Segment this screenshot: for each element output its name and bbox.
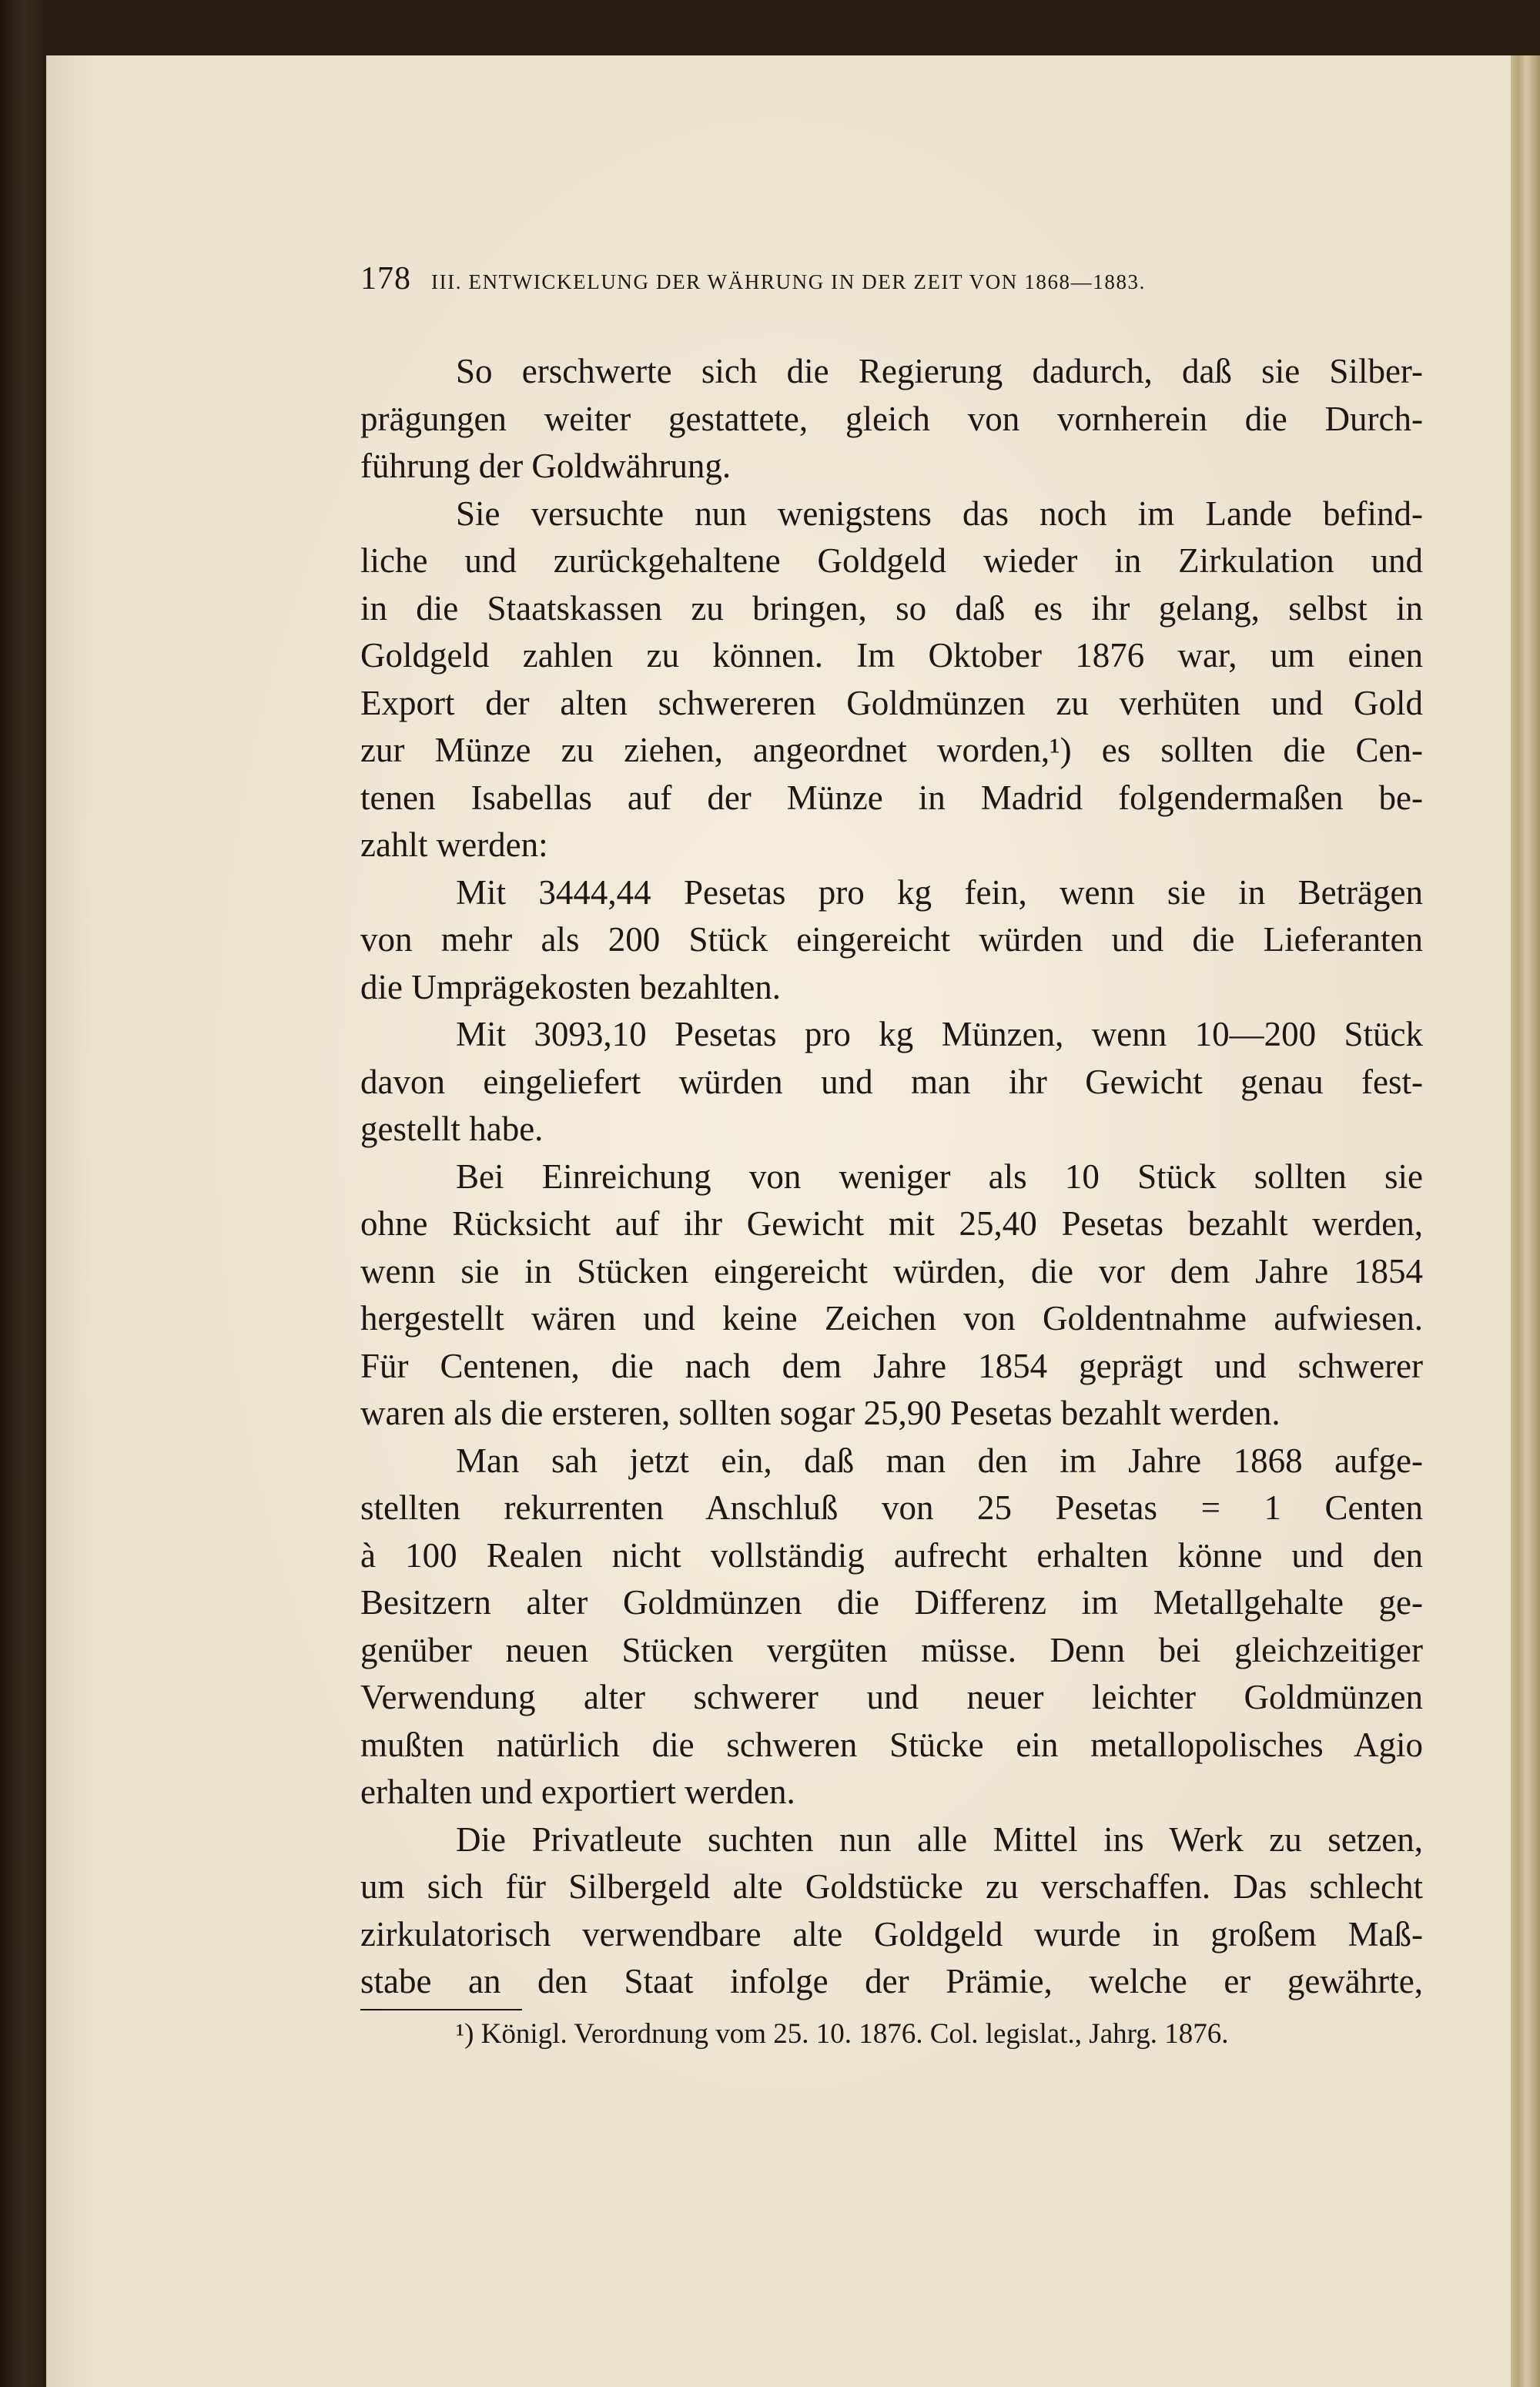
body-line: Mit 3093,10 Pesetas pro kg Münzen, wenn 10—200 Stück — [456, 1015, 1423, 1053]
body-line: waren als die ersteren, sollten sogar 25,90 Pesetas bezahlt werden. — [360, 1394, 1281, 1432]
body-line: zirkulatorisch verwendbare alte Goldgeld wurde in großem Maß- — [360, 1914, 1423, 1953]
body-line: So erschwerte sich die Regierung dadurch, daß sie Silber- — [456, 352, 1423, 390]
body-line: in die Staatskassen zu bringen, so daß es ihr gelang, selbst in — [360, 588, 1423, 628]
body-line: Die Privatleute suchten nun alle Mittel ins Werk zu setzen, — [456, 1820, 1423, 1859]
body-text — [360, 348, 1423, 2006]
body-line: Verwendung alter schwerer und neuer leichter Goldmünzen — [360, 1678, 1423, 1716]
body-line: hergestellt wären und keine Zeichen von Goldentnahme aufwiesen. — [360, 1299, 1423, 1337]
body-line: stellten rekurrenten Anschluß von 25 Pesetas = 1 Centen — [360, 1488, 1423, 1527]
body-line: Bei Einreichung von weniger als 10 Stück sollten sie — [456, 1157, 1423, 1196]
page-number: 178 — [360, 261, 411, 296]
body-line: führung der Goldwährung. — [360, 447, 732, 485]
body-line: Für Centenen, die nach dem Jahre 1854 geprägt und schwerer — [360, 1346, 1423, 1385]
body-line: zur Münze zu ziehen, angeordnet worden,¹) es sollten die Cen- — [360, 731, 1423, 769]
body-line: liche und zurückgehaltene Goldgeld wieder in Zirkulation und — [360, 541, 1423, 580]
body-line: Man sah jetzt ein, daß man den im Jahre 1868 aufge- — [456, 1441, 1423, 1480]
body-line: Sie versuchte nun wenigstens das noch im Lande befind- — [456, 494, 1423, 533]
body-line: à 100 Realen nicht vollständig aufrecht erhalten könne und den — [360, 1535, 1423, 1575]
page-edge — [1511, 55, 1540, 2387]
body-line: gestellt habe. — [360, 1110, 544, 1148]
body-line: prägungen weiter gestattete, gleich von vornherein die Durch- — [360, 399, 1423, 438]
body-line: davon eingeliefert würden und man ihr Gewicht genau fest- — [360, 1062, 1423, 1101]
body-line: mußten natürlich die schweren Stücke ein metallopolisches Agio — [360, 1725, 1423, 1764]
running-title: III. ENTWICKELUNG DER WÄHRUNG IN DER ZEIT VON 1868—1883. — [431, 270, 1146, 293]
body-line: wenn sie in Stücken eingereicht würden, die vor dem Jahre 1854 — [360, 1251, 1423, 1291]
footnote: ¹) Königl. Verordnung vom 25. 10. 1876. Col. legislat., Jahrg. 1876. — [456, 2017, 1229, 2050]
body-line: zahlt werden: — [360, 825, 548, 864]
body-line: die Umprägekosten bezahlten. — [360, 967, 782, 1006]
body-line: stabe an den Staat infolge der Prämie, welche er gewährte, — [360, 1962, 1423, 2000]
footnote-rule — [360, 2009, 522, 2010]
body-line: ohne Rücksicht auf ihr Gewicht mit 25,40 Pesetas bezahlt werden, — [360, 1204, 1423, 1243]
running-head — [360, 260, 1423, 306]
body-line: Goldgeld zahlen zu können. Im Oktober 1876 war, um einen — [360, 636, 1423, 675]
text-block — [360, 260, 1423, 2054]
body-line: von mehr als 200 Stück eingereicht würden und die Lieferanten — [360, 920, 1423, 959]
body-line: Mit 3444,44 Pesetas pro kg fein, wenn sie in Beträgen — [456, 872, 1423, 912]
body-line: Besitzern alter Goldmünzen die Differenz im Metallgehalte ge- — [360, 1583, 1423, 1622]
body-line: Export der alten schwereren Goldmünzen zu verhüten und Gold — [360, 683, 1423, 722]
body-line: genüber neuen Stücken vergüten müsse. Denn bei gleichzeitiger — [360, 1630, 1423, 1669]
body-line: tenen Isabellas auf der Münze in Madrid folgendermaßen be- — [360, 778, 1423, 817]
body-line: um sich für Silbergeld alte Goldstücke zu verschaffen. Das schlecht — [360, 1867, 1423, 1906]
body-line: erhalten und exportiert werden. — [360, 1773, 795, 1811]
